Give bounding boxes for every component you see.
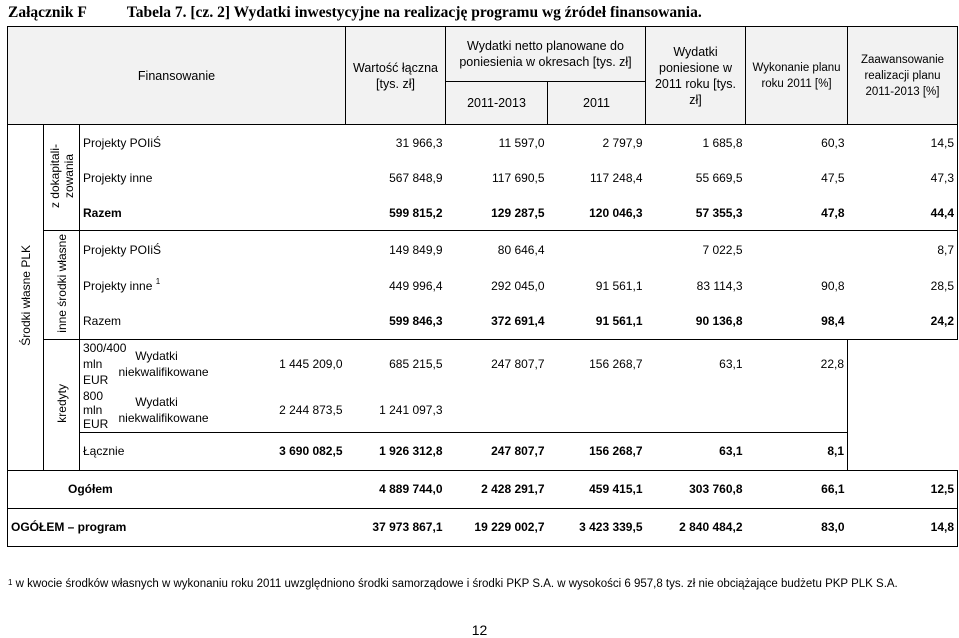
cell-value: 1 241 097,3 [379, 402, 443, 417]
cell-value: 91 561,1 [595, 279, 643, 293]
cell-value: 47,8 [746, 196, 848, 231]
credit-expense-type: Wydatki niekwalifikowane [118, 394, 209, 425]
header-net-planned: Wydatki netto planowane do poniesienia w okresach [tys. zł] [446, 27, 646, 82]
cell-value: 120 046,3 [548, 196, 646, 231]
cell-value: 117 690,5 [492, 171, 545, 185]
cell-value: 156 268,7 [589, 357, 643, 371]
cell-value: 80 646,4 [497, 242, 545, 257]
page-number: 12 [471, 622, 488, 638]
document-title [8, 4, 702, 22]
table-row [8, 432, 958, 470]
row-label: Razem [80, 196, 346, 231]
expenditure-table [7, 26, 958, 547]
cell-value: 98,4 [746, 304, 848, 340]
cell-value: 129 287,5 [446, 196, 548, 231]
credit-line-label: 300/400 mln EUR [83, 341, 127, 387]
cell-value: 117 248,4 [590, 171, 643, 185]
cell-value: 91 561,1 [548, 304, 646, 340]
cell-value: 44,4 [848, 196, 958, 231]
cell-value: 55 669,5 [695, 171, 743, 185]
table-row-program-total [8, 508, 958, 546]
header-incurred: Wydatki poniesione w 2011 roku [tys. zł] [646, 27, 746, 125]
cell-value: 156 268,7 [548, 432, 646, 470]
cell-value: 3 690 082,5 [198, 432, 346, 470]
cell-value: 90 136,8 [646, 304, 746, 340]
table-row [8, 196, 958, 231]
cell-value: 1 685,8 [702, 135, 743, 150]
cell-value [446, 388, 548, 432]
cell-value: 1 445 209,0 [279, 357, 343, 371]
cell-value: 1 926 312,8 [346, 432, 446, 470]
cell-value: 31 966,3 [395, 135, 443, 150]
table-row [8, 231, 958, 269]
cell-value: 57 355,3 [646, 196, 746, 231]
group-capitalization: z dokapitali- zowania [44, 125, 80, 231]
cell-value: 66,1 [746, 470, 848, 508]
group-own-funds: Środki własne PLK [8, 125, 44, 471]
row-label: Projekty POIiŚ [83, 135, 162, 150]
cell-value: 4 889 744,0 [346, 470, 446, 508]
row-label: Projekty inne $^1$ [83, 277, 161, 293]
table-row [8, 269, 958, 304]
footnote-mark: 1 [8, 578, 13, 587]
annex-label: Załącznik F [8, 4, 87, 21]
cell-value [746, 388, 848, 432]
cell-value: 47,5 [821, 171, 845, 185]
group-other-own-funds: inne środki własne [44, 231, 80, 340]
cell-value: 60,3 [821, 135, 845, 150]
cell-value: 685 215,5 [389, 357, 443, 371]
cell-value: 37 973 867,1 [346, 508, 446, 546]
cell-value [746, 231, 848, 269]
cell-value: 19 229 002,7 [446, 508, 548, 546]
cell-value: 14,5 [848, 125, 958, 161]
cell-value: 11 597,0 [498, 135, 545, 150]
cell-value: 12,5 [848, 470, 958, 508]
cell-value: 247 807,7 [491, 357, 545, 371]
cell-value: 24,2 [848, 304, 958, 340]
cell-value: 372 691,4 [446, 304, 548, 340]
row-label: OGÓŁEM – program [8, 508, 346, 546]
table-row [8, 125, 958, 161]
cell-value: 449 996,4 [389, 279, 443, 293]
header-period-2011-2013: 2011-2013 [446, 82, 548, 125]
cell-value: 149 849,9 [389, 242, 443, 257]
cell-value [548, 388, 646, 432]
table-row [8, 388, 958, 432]
cell-value: 28,5 [848, 269, 958, 304]
cell-value: 247 807,7 [446, 432, 548, 470]
cell-value [548, 231, 646, 269]
row-label: Projekty inne [83, 171, 153, 185]
cell-value: 47,3 [848, 161, 958, 196]
header-total-value: Wartość łączna [tys. zł] [346, 27, 446, 125]
header-execution: Wykonanie planu roku 2011 [%] [746, 27, 848, 125]
cell-value: 2 797,9 [602, 135, 643, 150]
footnote [8, 578, 898, 590]
cell-value: 90,8 [821, 279, 845, 293]
cell-value: 8,1 [746, 432, 848, 470]
cell-value: 303 760,8 [646, 470, 746, 508]
group-credits: kredyty [44, 340, 80, 471]
row-label: Łącznie [80, 432, 198, 470]
header-financing: Finansowanie [8, 27, 346, 125]
cell-value: 599 846,3 [346, 304, 446, 340]
cell-value: 14,8 [848, 508, 958, 546]
cell-value: 292 045,0 [491, 279, 545, 293]
cell-value: 2 840 484,2 [646, 508, 746, 546]
footnote-text: w kwocie środków własnych w wykonaniu roku 2011 uwzględniono środki samorządowe i środki PKP S.A. w wysokości 6 957,8 tys. zł nie obciążające budżetu PKP PLK S.A. [12, 578, 898, 590]
cell-value: 2 244 873,5 [279, 402, 343, 417]
cell-value: 7 022,5 [702, 242, 743, 257]
cell-value: 8,7 [848, 231, 958, 269]
table-row [8, 304, 958, 340]
row-label: Projekty POIiŚ [83, 242, 162, 257]
row-label: Ogółem [8, 470, 346, 508]
row-label: Razem [80, 304, 346, 340]
cell-value: 63,1 [719, 357, 743, 371]
table-row [8, 340, 958, 389]
header-period-2011: 2011 [548, 82, 646, 125]
footnote-mark: 1 [155, 277, 161, 286]
cell-value: 83,0 [746, 508, 848, 546]
cell-value: 63,1 [646, 432, 746, 470]
cell-value: 83 114,3 [696, 279, 743, 293]
credit-expense-type: Wydatki niekwalifikowane [118, 349, 209, 379]
table-row-overall [8, 470, 958, 508]
cell-value: 2 428 291,7 [446, 470, 548, 508]
cell-value: 459 415,1 [548, 470, 646, 508]
cell-value: 22,8 [746, 340, 848, 389]
header-advancement: Zaawansowanie realizacji planu 2011-2013 [%] [848, 27, 958, 125]
cell-value [646, 388, 746, 432]
cell-value: 567 848,9 [389, 171, 443, 185]
cell-value: 599 815,2 [346, 196, 446, 231]
table-row [8, 161, 958, 196]
table-caption: Tabela 7. [cz. 2] Wydatki inwestycyjne na realizację programu wg źródeł finansowania. [126, 4, 702, 21]
credit-line-label: 800 mln EUR [83, 388, 109, 431]
cell-value: 3 423 339,5 [548, 508, 646, 546]
